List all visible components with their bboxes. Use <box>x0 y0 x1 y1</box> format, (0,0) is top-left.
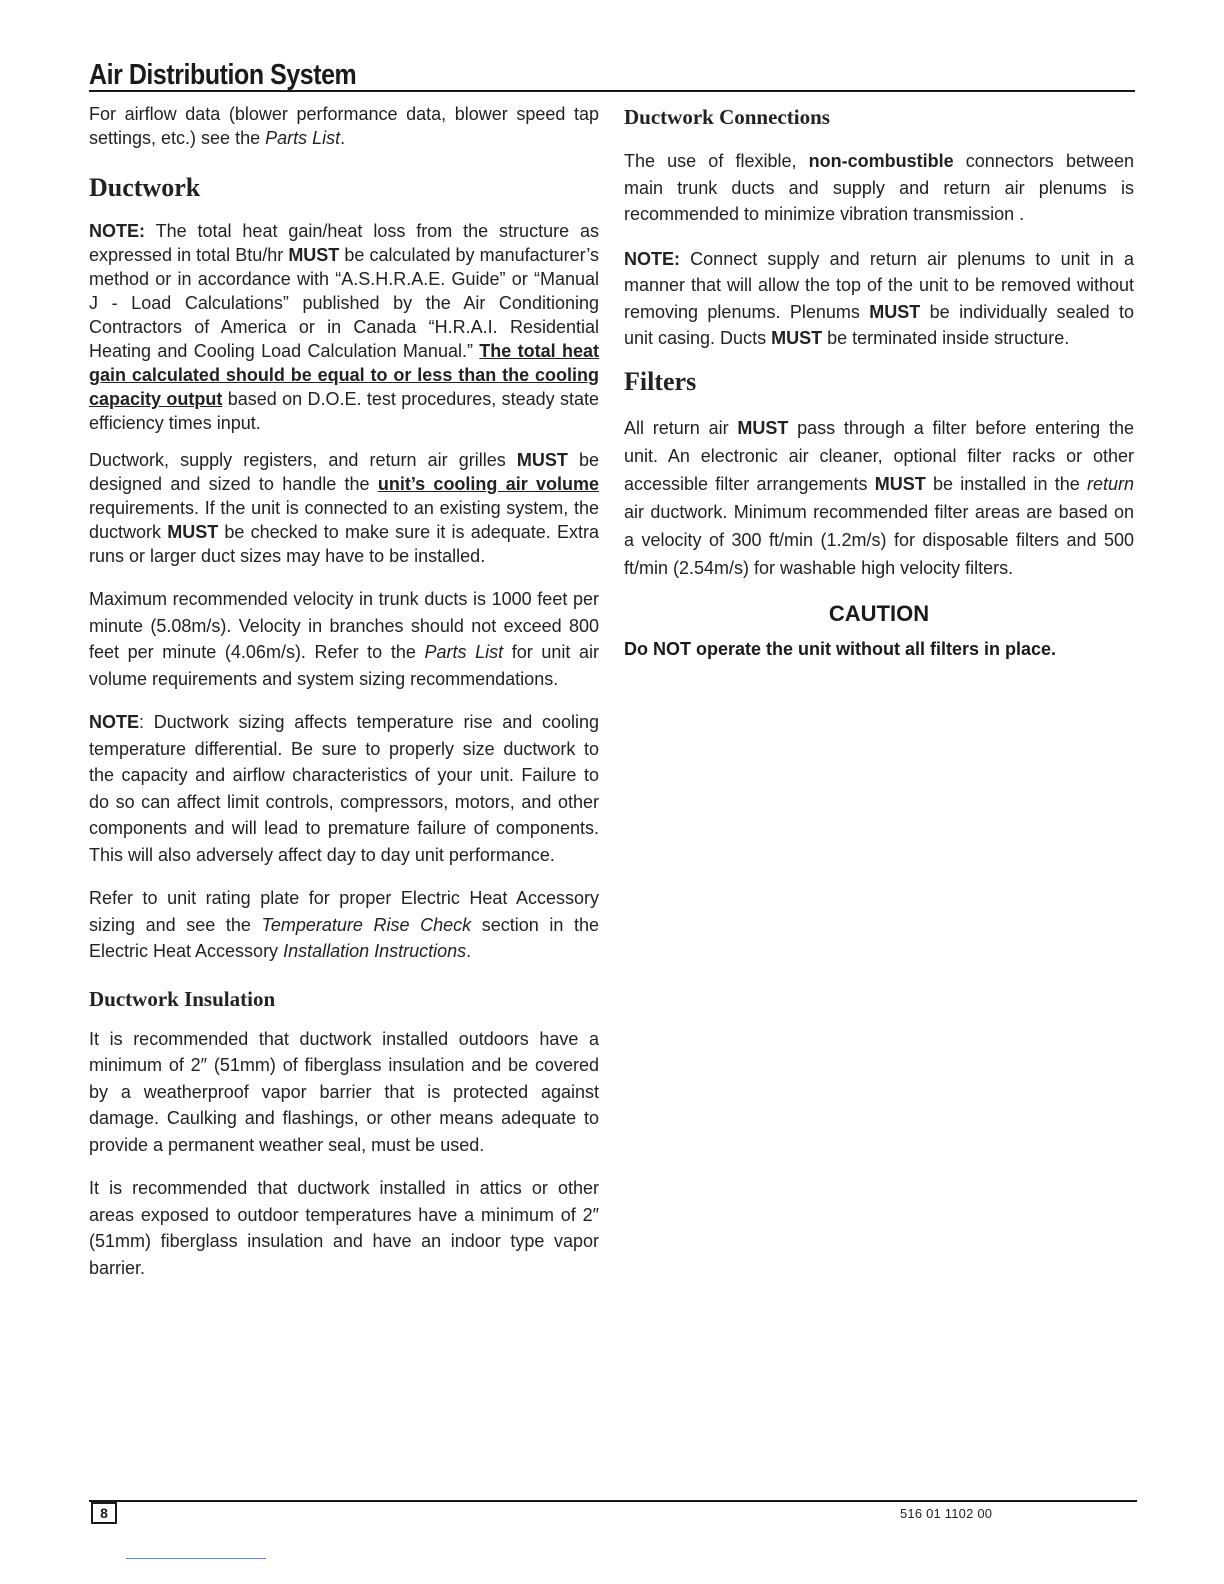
conn-text-1: The use of flexible, <box>624 151 809 171</box>
filters-text-2: pass through a filter before entering the unit. An electronic air cleaner, optional filter racks or other accessible filter arrangements <box>624 417 1134 494</box>
para3-parts-list: Parts List <box>424 642 504 662</box>
right-column <box>624 102 1134 661</box>
connections-paragraph <box>624 148 1134 228</box>
ductwork-heading: Ductwork <box>89 173 201 202</box>
note1-underlined: The total heat gain calculated should be equal to or less than the cooling capacity output <box>89 341 599 409</box>
para3-text-2: for unit air volume requirements and system sizing recommendations. <box>89 642 599 689</box>
note-label: NOTE: <box>89 221 145 241</box>
filters-must-2: MUST <box>874 473 926 494</box>
insulation-paragraph-2: It is recommended that ductwork installed in attics or other areas exposed to outdoor temperatures have a minimum of 2″ (51mm) fiberglass insulation and have an indoor type vapor barrier. <box>89 1178 599 1278</box>
connections-note <box>624 246 1134 352</box>
intro-end: . <box>340 128 346 148</box>
para3-text-1: Maximum recommended velocity in trunk ducts is 1000 feet per minute (5.08m/s). Velocity in branches should not exceed 800 feet per minute (4.06m/s). Refer to the <box>89 589 599 662</box>
conn-note-label: NOTE: <box>624 248 680 269</box>
footer-rule <box>89 1500 1137 1502</box>
intro-text: For airflow data (blower performance data, blower speed tap settings, etc.) see the <box>89 104 599 148</box>
ductwork-paragraph-3 <box>89 586 599 692</box>
para5-italic-2: Installation Instructions <box>283 941 467 961</box>
filters-text-3: be installed in the <box>925 473 1087 494</box>
conn-note-text-3: be terminated inside structure. <box>822 328 1070 348</box>
ductwork-connections-heading: Ductwork Connections <box>624 105 830 129</box>
ductwork-insulation-heading: Ductwork Insulation <box>89 986 276 1011</box>
insulation-paragraph-1: It is recommended that ductwork installed outdoors have a minimum of 2″ (51mm) of fiberglass insulation and be covered by a weatherproof vapor barrier that is protected against damage. Caulking and flashings, or other means adequate to provide a permanent weather seal, must be used. <box>89 1028 599 1155</box>
filters-text-4: air ductwork. Minimum recommended filter areas are based on a velocity of 300 ft/min (1.2m/s) for disposable filters and 500 ft/min (2.54m/s) for washable high velocity filters. <box>624 501 1134 578</box>
note1-text-2: be calculated by manufacturer’s method or in accordance with “A.S.H.R.A.E. Guide” or “Manual J - Load Calculations” published by the Air Conditioning Contractors of America or in Canada “H.R.A.I. Residential Heating and Cooling Load Calculation Manual.” <box>89 245 599 361</box>
conn-note-text-1: Connect supply and return air plenums to unit in a manner that will allow the top of the unit to be removed without removing plenums. Plenums <box>624 248 1134 322</box>
para2-must-1: MUST <box>516 450 568 470</box>
filters-must-1: MUST <box>737 417 789 438</box>
page-title: Air Distribution System <box>89 59 357 91</box>
filters-heading: Filters <box>624 366 697 396</box>
intro-paragraph <box>89 102 599 150</box>
filters-text-1: All return air <box>624 417 738 438</box>
left-column <box>89 102 599 1281</box>
para2-underlined: unit’s cooling air volume <box>377 474 599 494</box>
para5-italic-1: Temperature Rise Check <box>261 914 472 935</box>
parts-list-ref: Parts List <box>265 128 341 148</box>
ductwork-paragraph-5 <box>89 885 599 965</box>
para5-text-1: Refer to unit rating plate for proper Electric Heat Accessory sizing and see the <box>89 888 599 935</box>
para2-text-1: Ductwork, supply registers, and return air grilles <box>89 450 517 470</box>
conn-note-must-2: MUST <box>771 328 823 348</box>
caution-text: Do NOT operate the unit without all filters in place. <box>624 638 1057 659</box>
note1-text-1: The total heat gain/heat loss from the structure as expressed in total Btu/hr <box>89 221 599 265</box>
document-number: 516 01 1102 00 <box>900 1506 993 1521</box>
para5-text-2: section in the Electric Heat Accessory <box>89 914 599 961</box>
para2-text-2: be designed and sized to handle the <box>89 450 599 494</box>
conn-text-2: connectors between main trunk ducts and supply and return air plenums is recommended to minimize vibration transmission . <box>624 151 1134 224</box>
filters-paragraph <box>624 414 1134 582</box>
note1-text-3: based on D.O.E. test procedures, steady state efficiency times input. <box>89 389 600 433</box>
ductwork-paragraph-2 <box>89 448 599 568</box>
ductwork-note-1 <box>89 219 599 435</box>
caution-heading: CAUTION <box>828 600 930 626</box>
note1-must: MUST <box>288 245 340 265</box>
page-number: 8 <box>91 1502 117 1524</box>
filters-return: return <box>1086 473 1134 494</box>
para5-text-3: . <box>466 941 472 961</box>
para2-must-2: MUST <box>167 522 219 542</box>
conn-noncombustible: non-combustible <box>808 151 954 171</box>
ductwork-note-2 <box>89 709 599 868</box>
conn-note-must-1: MUST <box>869 301 921 322</box>
conn-note-text-2: be individually sealed to unit casing. Ducts <box>624 301 1134 348</box>
note2-text: : Ductwork sizing affects temperature rise and cooling temperature differential. Be sure to properly size ductwork to the capacity and airflow characteristics of your unit. Failure to do so can affect limit controls, compressors, motors, and other components and will lead to premature failure of components. This will also adversely affect day to day unit performance. <box>89 712 599 865</box>
note2-label: NOTE <box>89 712 140 732</box>
para2-text-4: be checked to make sure it is adequate. Extra runs or larger duct sizes may have to be installed. <box>89 522 599 566</box>
title-rule <box>89 90 1135 92</box>
para2-text-3: requirements. If the unit is connected to an existing system, the ductwork <box>89 498 599 542</box>
scan-artifact-line <box>126 1558 266 1559</box>
